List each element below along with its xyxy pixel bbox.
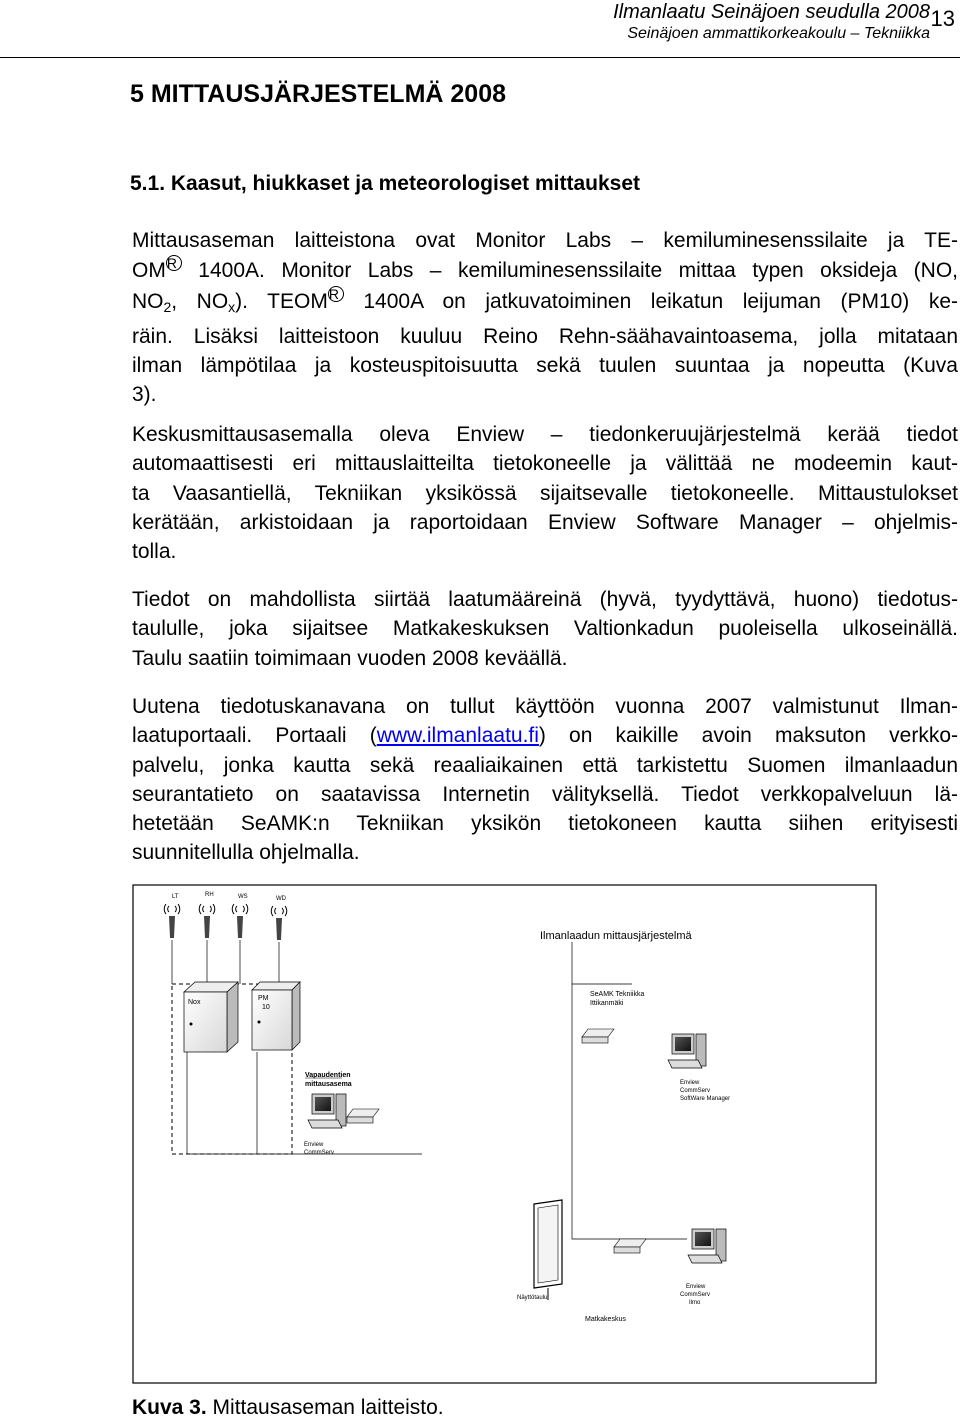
seamk-label-2: Ittikanmäki bbox=[590, 1000, 624, 1007]
sensor-label-lt: LT bbox=[172, 894, 179, 900]
pm-label: PM bbox=[258, 995, 269, 1002]
station-label: Vapaudentien bbox=[305, 1072, 351, 1079]
figure-caption bbox=[132, 1396, 444, 1420]
computer-icon bbox=[668, 1034, 706, 1068]
portal-link[interactable]: www.ilmanlaatu.fi bbox=[376, 724, 539, 748]
paragraph-2: Keskusmittausasemalla oleva Enview – tiedonkeruujärjestelmä kerää tiedot automaattisesti eri mittauslaitteilta tietokoneelle ja välittää ne modeemin kaut- ta Vaasantiellä, Tekniikan yksikössä sijaitsevalle tietokoneelle. Mittaustulokset kerätään, arkistoidaan ja raportoidaan Enview Software Manager – ohjelmis- tolla. bbox=[132, 423, 958, 564]
pm-analyser bbox=[252, 982, 300, 1050]
display-board-icon bbox=[534, 1200, 562, 1300]
registered-mark: R bbox=[166, 255, 182, 271]
display-board-label: Näyttötaulu bbox=[517, 1295, 548, 1301]
diagram-title: Ilmanlaadun mittausjärjestelmä bbox=[540, 930, 692, 942]
seamk-label: SeAMK Tekniikka bbox=[590, 991, 645, 998]
computer-icon bbox=[688, 1229, 726, 1263]
caption-label: Kuva 3. bbox=[132, 1396, 207, 1419]
pm-label-2: 10 bbox=[262, 1004, 270, 1011]
running-header bbox=[613, 2, 930, 44]
sensor-label-ws: WS bbox=[238, 894, 248, 900]
travel-centre-label: Matkakeskus bbox=[585, 1316, 626, 1323]
measurement-system-diagram bbox=[132, 884, 877, 1384]
station-label-2: mittausasema bbox=[305, 1081, 352, 1088]
computer-icon bbox=[308, 1094, 346, 1128]
diagram-frame bbox=[133, 885, 876, 1383]
enview-station-label-2: CommServ bbox=[304, 1150, 335, 1156]
sensor-label-rh: RH bbox=[205, 892, 214, 898]
section-title: 5 MITTAUSJÄRJESTELMÄ 2008 bbox=[130, 80, 507, 108]
enview-travel-label: Enview bbox=[686, 1284, 706, 1290]
enview-seamk-label: Enview bbox=[680, 1080, 700, 1086]
sensor-label-wd: WD bbox=[276, 896, 286, 902]
header-rule bbox=[0, 57, 960, 58]
registered-mark: R bbox=[328, 286, 344, 302]
paragraph-3: Tiedot on mahdollista siirtää laatumääreinä (hyvä, tyydyttävä, huono) tiedotus- taululle, joka sijaitsee Matkakeskuksen Valtionkadun puoleisella ulkoseinällä. Taulu saatiin toimimaan vuoden 2008 keväällä. bbox=[132, 588, 958, 670]
enview-seamk-label-3: SoftWare Manager bbox=[680, 1096, 731, 1102]
paragraph-4: Uutena tiedotuskanavana on tullut käyttöön vuonna 2007 valmistunut Ilman- laatuportaali. Portaali (www.ilmanlaatu.fi) on kaikille avoin maksuton verkko- palvelu, jonka kautta sekä reaaliaikainen että tarkistettu Suomen ilmanlaadun seurantatieto on saatavissa Internetin välityksellä. Tiedot verkkopalveluun lä- hetetään SeAMK:n Tekniikan yksikön tietokoneen kautta siihen erityisesti suunnitellulla ohjelmalla. bbox=[132, 695, 958, 865]
enview-travel-label-2: CommServ bbox=[680, 1292, 711, 1298]
paragraph-1: Mittausaseman laitteistona ovat Monitor Labs – kemiluminesenssilaite ja TE- OMR 1400A. Monitor Labs – kemiluminesenssilaite mittaa typen oksideja (NO, $NO_2$, $NO_x$). TEOMR 1400A on jatkuvatoiminen leikatun leijuman (PM10) ke- räin. Lisäksi laitteistoon kuuluu Reino Rehn-säähavaintoasema, jolla mitataan ilman lämpötilaa ja kosteuspitoisuutta sekä tuulen suuntaa ja nopeutta (Kuva 3). bbox=[132, 229, 958, 407]
enview-seamk-label-2: CommServ bbox=[680, 1088, 711, 1094]
header-subtitle: Seinäjoen ammattikorkeakoulu – Tekniikka bbox=[627, 25, 930, 42]
header-title: Ilmanlaatu Seinäjoen seudulla 2008 bbox=[613, 1, 930, 23]
caption-text: Mittausaseman laitteisto. bbox=[206, 1396, 444, 1419]
nox-label: Nox bbox=[188, 999, 201, 1006]
subsection-title: 5.1. Kaasut, hiukkaset ja meteorologiset mittaukset bbox=[130, 172, 641, 195]
page-number: 13 bbox=[930, 6, 955, 31]
enview-travel-label-3: Ilmo bbox=[689, 1300, 701, 1306]
enview-station-label: Enview bbox=[304, 1142, 324, 1148]
nox-analyser bbox=[184, 982, 238, 1052]
